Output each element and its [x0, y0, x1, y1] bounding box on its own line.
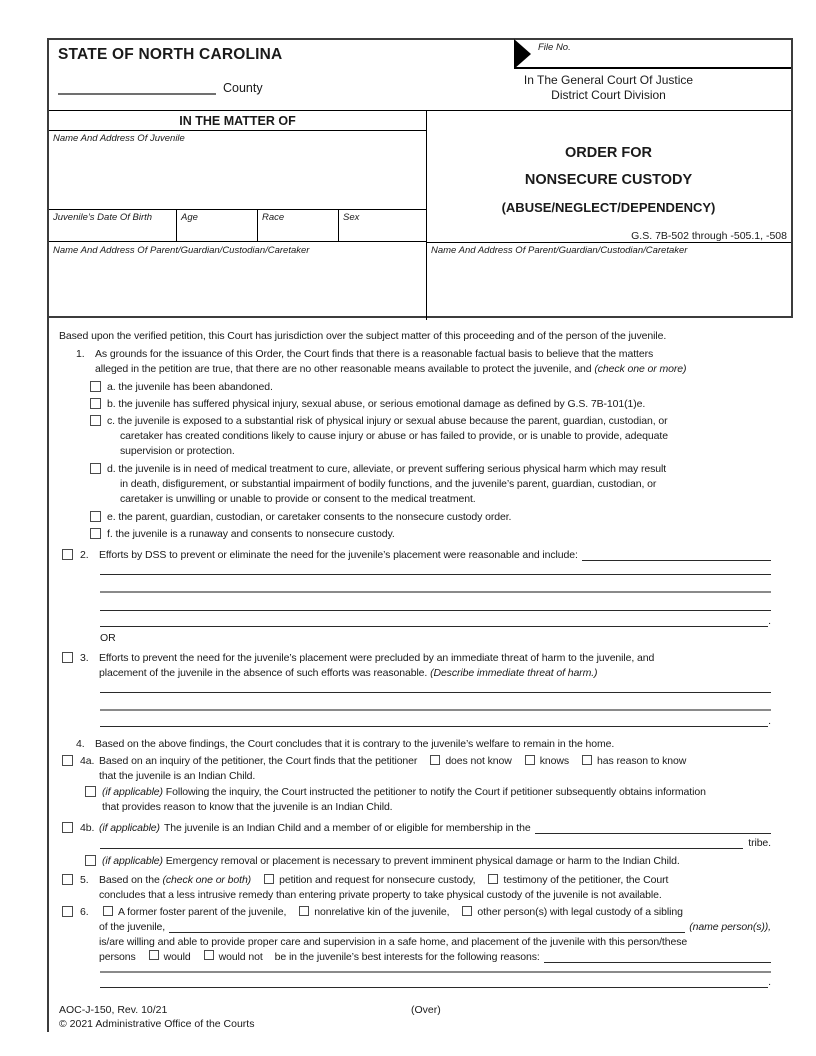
- county-row: [58, 81, 263, 95]
- write-line[interactable]: [100, 846, 743, 849]
- over-note: (Over): [411, 1004, 441, 1016]
- checkbox-5[interactable]: [62, 874, 73, 885]
- write-line[interactable]: [100, 575, 771, 593]
- checkbox-1e[interactable]: [90, 511, 101, 522]
- nonrelative-kin-label: nonrelative kin of the juvenile,: [314, 906, 450, 918]
- arrow-right-icon: [514, 39, 531, 69]
- tribe-line-row: [100, 836, 771, 851]
- name-persons-note: (name person(s)),: [689, 921, 771, 933]
- or-separator: OR: [100, 632, 116, 644]
- item-3: 3. Efforts to prevent the need for the juvenile’s placement were precluded by an immediate threat of harm to the juvenile, and placement of the juvenile in the absence of such efforts was reasonable. (Describe immediate threat of harm.): [62, 651, 771, 681]
- checkbox-petition-request[interactable]: [264, 874, 274, 884]
- item-6: 6. A former foster parent of the juvenile, nonrelative kin of the juvenile, other person(s) with legal custody of a sibling of the juvenile, (name person(s)), is/are willing and able to provide proper care and supervision in a safe home, and placement of the juvenile with this person/these persons would would not be in the juvenile’s best interests for the following reasons:: [62, 905, 771, 965]
- item-5-number: 5.: [80, 874, 89, 886]
- juvenile-info-row: [49, 209, 426, 242]
- write-line[interactable]: [582, 558, 771, 561]
- describe-threat-note: (Describe immediate threat of harm.): [430, 667, 598, 679]
- jurisdiction-intro: Based upon the verified petition, this Court has jurisdiction over the subject matter of this proceeding and of the person of the juvenile.: [59, 330, 667, 342]
- write-line[interactable]: [100, 693, 771, 711]
- item-2: [62, 548, 771, 563]
- if-applicable-note: (if applicable): [102, 786, 163, 798]
- race-field[interactable]: Race: [258, 210, 339, 241]
- item-1-number: 1.: [76, 348, 85, 360]
- copyright: © 2021 Administrative Office of the Courts: [59, 1018, 255, 1030]
- juvenile-name-address-label: Name And Address Of Juvenile: [53, 133, 185, 144]
- divider: [426, 110, 791, 111]
- checkbox-1d[interactable]: [90, 463, 101, 474]
- has-reason-to-know-label: has reason to know: [597, 755, 687, 767]
- form-header: [49, 38, 793, 318]
- state-title: STATE OF NORTH CAROLINA: [58, 46, 283, 63]
- form-footer: [59, 1003, 793, 1031]
- item-4b-number: 4b.: [80, 822, 95, 834]
- write-line[interactable]: [169, 930, 685, 933]
- parent-right-label: Name And Address Of Parent/Guardian/Custodian/Caretaker: [431, 245, 688, 256]
- order-nonsecure-custody-form: [47, 38, 793, 1032]
- item-5: 5. Based on the (check one or both) petition and request for nonsecure custody, testimony of the petitioner, the Court concludes that a less intrusive remedy than entering private property to take physical custody of the juvenile is not available.: [62, 873, 771, 903]
- in-the-matter-of-header: IN THE MATTER OF: [49, 110, 426, 131]
- item-4a-number: 4a.: [80, 755, 95, 767]
- item-1-line2: alleged in the petition are true, that there are no other reasonable means available to protect the juvenile, and (check one or more): [95, 363, 687, 375]
- file-no-label: File No.: [538, 42, 571, 53]
- item-1b: b. the juvenile has suffered physical injury, sexual abuse, or serious emotional damage as defined by G.S. 7B-101(1)e.: [90, 397, 771, 412]
- age-field[interactable]: Age: [177, 210, 258, 241]
- file-no-box: [514, 40, 791, 69]
- if-applicable-note: (if applicable): [99, 822, 160, 834]
- item-4b-sub: (if applicable) Emergency removal or placement is necessary to prevent imminent physical damage or harm to the Indian Child.: [85, 854, 771, 869]
- item-1c: c. the juvenile is exposed to a substantial risk of physical injury or sexual abuse because the parent, guardian, custodian, or caretaker has created conditions likely to cause injury or abuse or has failed to provide, or is unable to provide, adequate supervision or protection.: [90, 414, 771, 459]
- item-2-text: Efforts by DSS to prevent or eliminate the need for the juvenile’s placement were reasonable and include:: [99, 549, 578, 561]
- checkbox-1f[interactable]: [90, 528, 101, 539]
- item-4-number: 4.: [76, 738, 85, 750]
- checkbox-nonrelative-kin[interactable]: [299, 906, 309, 916]
- petition-request-label: petition and request for nonsecure custody,: [279, 874, 476, 886]
- checkbox-4a[interactable]: [62, 755, 73, 766]
- knows-label: knows: [539, 755, 569, 767]
- court-division: [426, 73, 791, 103]
- write-line[interactable]: [100, 965, 771, 973]
- form-number: AOC-J-150, Rev. 10/21: [59, 1004, 168, 1016]
- checkbox-would-not[interactable]: [204, 950, 214, 960]
- write-line[interactable]: [100, 985, 768, 988]
- checkbox-former-foster-parent[interactable]: [103, 906, 113, 916]
- checkbox-testimony[interactable]: [488, 874, 498, 884]
- checkbox-other-person[interactable]: [462, 906, 472, 916]
- checkbox-knows[interactable]: [525, 755, 535, 765]
- form-body: [49, 318, 793, 990]
- write-line[interactable]: [100, 593, 771, 611]
- item-4b: 4b. (if applicable) The juvenile is an Indian Child and a member of or eligible for membership in the: [62, 821, 771, 836]
- testimony-label: testimony of the petitioner, the Court: [503, 874, 669, 886]
- court-line2: District Court Division: [551, 88, 666, 102]
- checkbox-6[interactable]: [62, 906, 73, 917]
- divider: [426, 242, 791, 243]
- does-not-know-label: does not know: [445, 755, 512, 767]
- county-label: County: [223, 81, 263, 95]
- item-2-number: 2.: [80, 549, 89, 561]
- would-not-label: would not: [218, 951, 263, 963]
- checkbox-does-not-know[interactable]: [430, 755, 440, 765]
- parent-left-label: Name And Address Of Parent/Guardian/Custodian/Caretaker: [53, 245, 310, 256]
- line-end-period: .: [768, 715, 771, 727]
- write-line[interactable]: [100, 724, 768, 727]
- statute-reference: G.S. 7B-502 through -505.1, -508: [631, 230, 787, 242]
- item-1d: d. the juvenile is in need of medical treatment to cure, alleviate, or prevent suffering serious physical harm which may result in death, disfigurement, or substantial impairment of bodily functions, and the juvenile’s parent, guardian, custodian, or caretaker is unwilling or unable to provide or consent to the medical treatment.: [90, 462, 771, 507]
- check-one-or-both-note: (check one or both): [162, 874, 252, 886]
- write-line[interactable]: [100, 624, 768, 627]
- checkbox-would[interactable]: [149, 950, 159, 960]
- item-1a: a. the juvenile has been abandoned.: [90, 380, 771, 395]
- checkbox-4b-if-applicable[interactable]: [85, 855, 96, 866]
- order-title-line1: ORDER FOR: [565, 145, 652, 161]
- would-label: would: [163, 951, 191, 963]
- write-line[interactable]: [544, 960, 771, 963]
- item-4: 4. Based on the above findings, the Court concludes that it is contrary to the juvenile’s welfare to remain in the home.: [76, 738, 615, 750]
- checkbox-has-reason-to-know[interactable]: [582, 755, 592, 765]
- checkbox-3[interactable]: [62, 652, 73, 663]
- other-person-label: other person(s) with legal custody of a sibling: [477, 906, 683, 918]
- item-1-line1: As grounds for the issuance of this Order, the Court finds that there is a reasonable factual basis to believe that the matters: [95, 348, 654, 360]
- court-line1: In The General Court Of Justice: [523, 73, 694, 87]
- checkbox-4b[interactable]: [62, 822, 73, 833]
- checkbox-2[interactable]: [62, 549, 73, 560]
- item-1e: e. the parent, guardian, custodian, or caretaker consents to the nonsecure custody order.: [90, 510, 771, 525]
- write-line-row: [100, 711, 771, 729]
- county-input-line[interactable]: [58, 83, 216, 95]
- sex-field[interactable]: Sex: [343, 212, 360, 223]
- item-6-number: 6.: [80, 906, 89, 918]
- order-title: [426, 140, 791, 222]
- item-3-number: 3.: [80, 652, 89, 664]
- line-end-period: .: [768, 615, 771, 627]
- item-4a-sub: (if applicable) Following the inquiry, the Court instructed the petitioner to notify the Court if petitioner subsequently obtains information that provides reason to know that the juvenile is an Indian Child.: [85, 785, 771, 815]
- checkbox-1c[interactable]: [90, 415, 101, 426]
- check-one-or-more-note: (check one or more): [594, 363, 687, 375]
- checkbox-1b[interactable]: [90, 398, 101, 409]
- write-line-row: [100, 611, 771, 629]
- if-applicable-note: (if applicable): [102, 855, 163, 867]
- checkbox-4a-if-applicable[interactable]: [85, 786, 96, 797]
- order-title-line2: NONSECURE CUSTODY: [524, 172, 693, 188]
- checkbox-1a[interactable]: [90, 381, 101, 392]
- dob-field[interactable]: Juvenile’s Date Of Birth: [49, 210, 177, 241]
- write-line[interactable]: [100, 563, 771, 575]
- write-line[interactable]: [535, 831, 771, 834]
- former-foster-parent-label: A former foster parent of the juvenile,: [118, 906, 287, 918]
- write-line-row: [100, 973, 771, 990]
- item-1f: f. the juvenile is a runaway and consents to nonsecure custody.: [90, 527, 771, 542]
- line-end-period: .: [768, 976, 771, 988]
- order-title-line3: (ABUSE/NEGLECT/DEPENDENCY): [501, 200, 716, 215]
- item-1: [75, 347, 771, 377]
- tribe-suffix: tribe.: [748, 837, 771, 849]
- write-line[interactable]: [100, 681, 771, 693]
- item-4a: 4a. Based on an inquiry of the petitioner, the Court finds that the petitioner does not know knows has reason to know that the juvenile is an Indian Child.: [62, 754, 771, 784]
